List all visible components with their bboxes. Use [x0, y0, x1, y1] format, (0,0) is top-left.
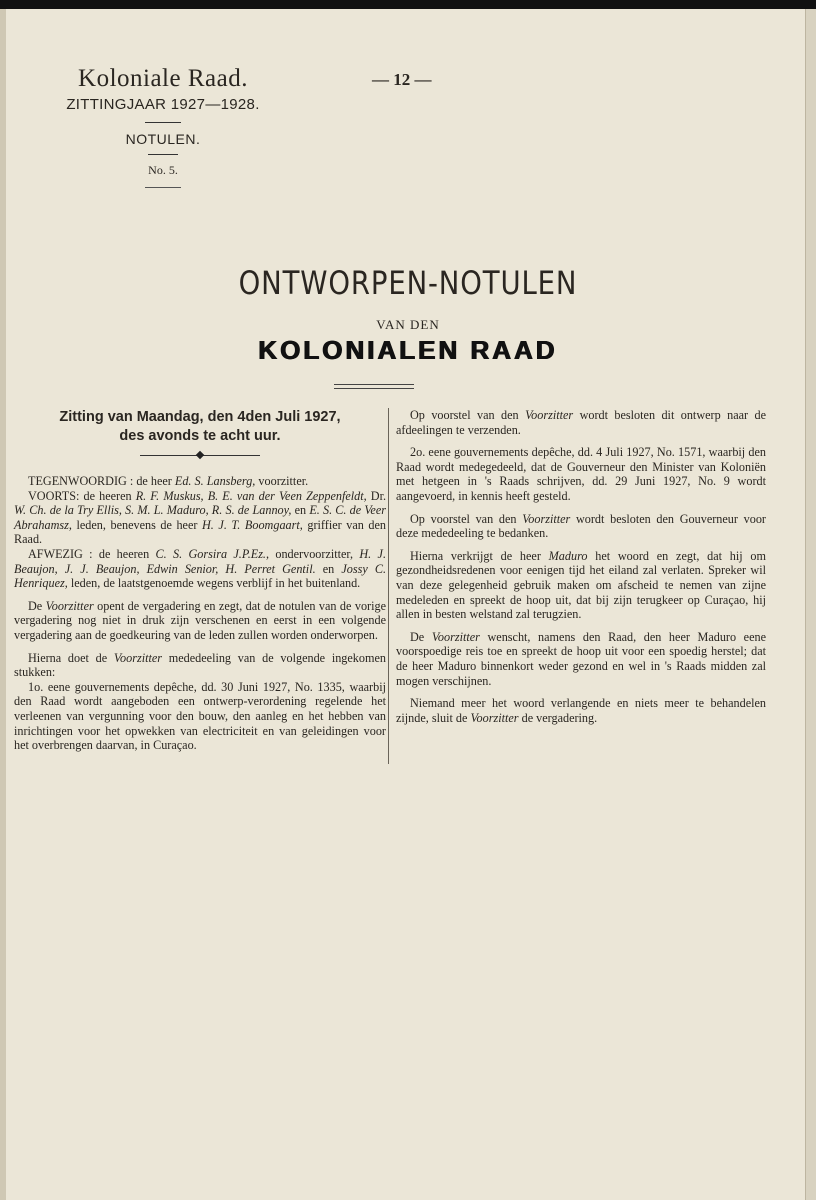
text-run: leden, benevens de heer: [71, 517, 202, 532]
page-number: — 12 —: [372, 70, 432, 89]
text-run: voorzitter.: [255, 474, 309, 488]
left-column: [14, 408, 386, 761]
italic-name-run: C. S. Gorsira J.P.Ez.,: [155, 546, 270, 561]
ornament-divider: [140, 452, 260, 460]
text-run: Op voorstel van den: [410, 511, 523, 526]
italic-name-run: Ed. S. Lansberg,: [174, 474, 256, 488]
header-block: [58, 64, 268, 188]
text-run: Hierna verkrijgt de heer: [410, 548, 549, 563]
text-run: en: [291, 503, 310, 518]
issue-number: No. 5.: [148, 163, 178, 177]
text-run: mededeeling van de volgende ingekomen stukken:: [14, 650, 386, 680]
divider: [145, 187, 181, 188]
text-run: ondervoorzitter,: [269, 546, 360, 561]
voorts-paragraph: [14, 489, 386, 547]
italic-name-run: Voorzitter: [525, 408, 574, 422]
notulen-label: NOTULEN.: [125, 131, 201, 147]
afwezig-paragraph: [14, 547, 386, 591]
text-run: Op voorstel van den: [410, 408, 526, 422]
text-run: De: [410, 629, 432, 644]
italic-name-run: H. J. T. Boomgaart,: [202, 517, 303, 532]
text-run: de vergadering.: [518, 710, 598, 725]
opening-paragraph: [14, 599, 386, 643]
text-run: opent de vergadering en zegt, dat de notulen van de vorige vergadering nog niet in druk zijn verschenen en eerst in een volgende vergadering aan de goedkeuring van de leden zullen worden onderworpen.: [14, 598, 386, 642]
right-column: [396, 408, 766, 733]
item-1-paragraph: 1o. eene gouvernements depêche, dd. 30 Juni 1927, No. 1335, waarbij den Raad wordt aangeboden een ontwerp-verordening regelende het verleenen van vergunning voor den bouw, den aanleg en het hebben van inrichtingen voor het opwekken van electriciteit en van geleidingen voor het overbrengen daarvan, in Curaçao.: [14, 679, 386, 753]
text-run: het woord en zegt, dat hij om gezondheidsredenen voor eenigen tijd het eiland zal verlaten. Spreker wil van deze gelegenheid gebruik maken om afscheid te nemen van zijne medeleden en spreekt de hoop uit, dat bij zijn terugkeer op Curaçao, hij allen in besten welstand zal terugzien.: [396, 548, 766, 622]
italic-name-run: E. S. C. de Veer Abrahamsz,: [14, 503, 386, 532]
present-paragraph: [14, 474, 386, 489]
italic-name-run: W. Ch. de la Try Ellis, S. M. L. Maduro, R. S. de Lannoy,: [14, 503, 292, 518]
council-name: Koloniale Raad.: [78, 65, 248, 92]
diamond-icon: [196, 451, 204, 459]
column-divider: [388, 408, 389, 764]
text-run: wordt besloten dit ontwerp naar de afdeelingen te verzenden.: [396, 408, 767, 437]
italic-name-run: Maduro: [548, 548, 588, 563]
italic-name-run: Jossy C. Henriquez,: [14, 561, 386, 591]
italic-name-run: Voorzitter: [113, 650, 162, 665]
text-run: Hierna doet de: [28, 650, 114, 665]
session-heading-line2: des avonds te acht uur.: [119, 428, 281, 444]
mededeeling-paragraph: [14, 651, 386, 680]
italic-name-run: Voorzitter: [470, 710, 519, 725]
text-run: Dr.: [366, 488, 386, 503]
divider: [145, 122, 181, 123]
text-run: wordt besloten den Gouverneur voor deze mededeeling te bedanken.: [396, 511, 766, 541]
text-run: en: [315, 561, 342, 576]
divider: [148, 154, 178, 155]
session-heading-line1: Zitting van Maandag, den 4den Juli 1927,: [59, 409, 341, 425]
scan-right-edge: [805, 9, 816, 1200]
scan-left-edge: [0, 9, 6, 1200]
text-run: wenscht, namens den Raad, den heer Maduro eene voorspoedige reis toe en spreekt de hoop uit voor een spoedig herstel; dat de heer Maduro binnenkort weder gezond en wel in 's Raads midden zal mogen verschijnen.: [396, 629, 767, 688]
title-van-den: VAN DEN: [376, 317, 440, 332]
text-run: griffier van den Raad.: [14, 517, 386, 547]
italic-name-run: Voorzitter: [431, 629, 480, 644]
italic-name-run: H. J. Beaujon, J. J. Beaujon, Edwin Senior, H. Perret Gentil.: [14, 546, 386, 576]
attendance-block: [14, 474, 386, 591]
text-run: De: [28, 598, 46, 613]
italic-name-run: Voorzitter: [45, 598, 94, 613]
double-rule: [334, 384, 414, 389]
right-paragraph-5: [396, 630, 766, 688]
incoming-block: [14, 651, 386, 753]
text-run: AFWEZIG : de heeren: [28, 546, 156, 561]
text-run: leden, de laatstgenoemde wegens verblijf in het buitenland.: [67, 576, 361, 591]
document-title: ONTWORPEN-NOTULEN: [238, 264, 578, 302]
scan-top-border: [0, 0, 816, 9]
italic-name-run: R. F. Muskus, B. E. van der Veen Zeppenfeldt,: [135, 488, 367, 503]
right-paragraph-4: [396, 549, 766, 622]
italic-name-run: Voorzitter: [522, 511, 571, 526]
text-run: VOORTS: de heeren: [28, 488, 136, 503]
right-paragraph-3: [396, 512, 766, 541]
text-run: TEGENWOORDIG : de heer: [28, 474, 175, 488]
session-year: ZITTINGJAAR 1927—1928.: [66, 96, 260, 113]
text-run: Niemand meer het woord verlangende en niets meer te behandelen zijnde, sluit de: [396, 696, 766, 725]
right-paragraph-2: 2o. eene gouvernements depêche, dd. 4 Juli 1927, No. 1571, waarbij den Raad wordt medegedeeld, dat de Gouverneur den Minister van Koloniën met hetgeen in 's Raads schrijven, dd. 29 Juni 1927, No. 9 wordt aangevoerd, in kennis heeft gesteld.: [396, 445, 766, 503]
right-paragraph-6: [396, 696, 766, 725]
title-kolonialen-raad: KOLONIALEN RAAD: [258, 335, 558, 365]
right-paragraph-1: [396, 408, 766, 437]
